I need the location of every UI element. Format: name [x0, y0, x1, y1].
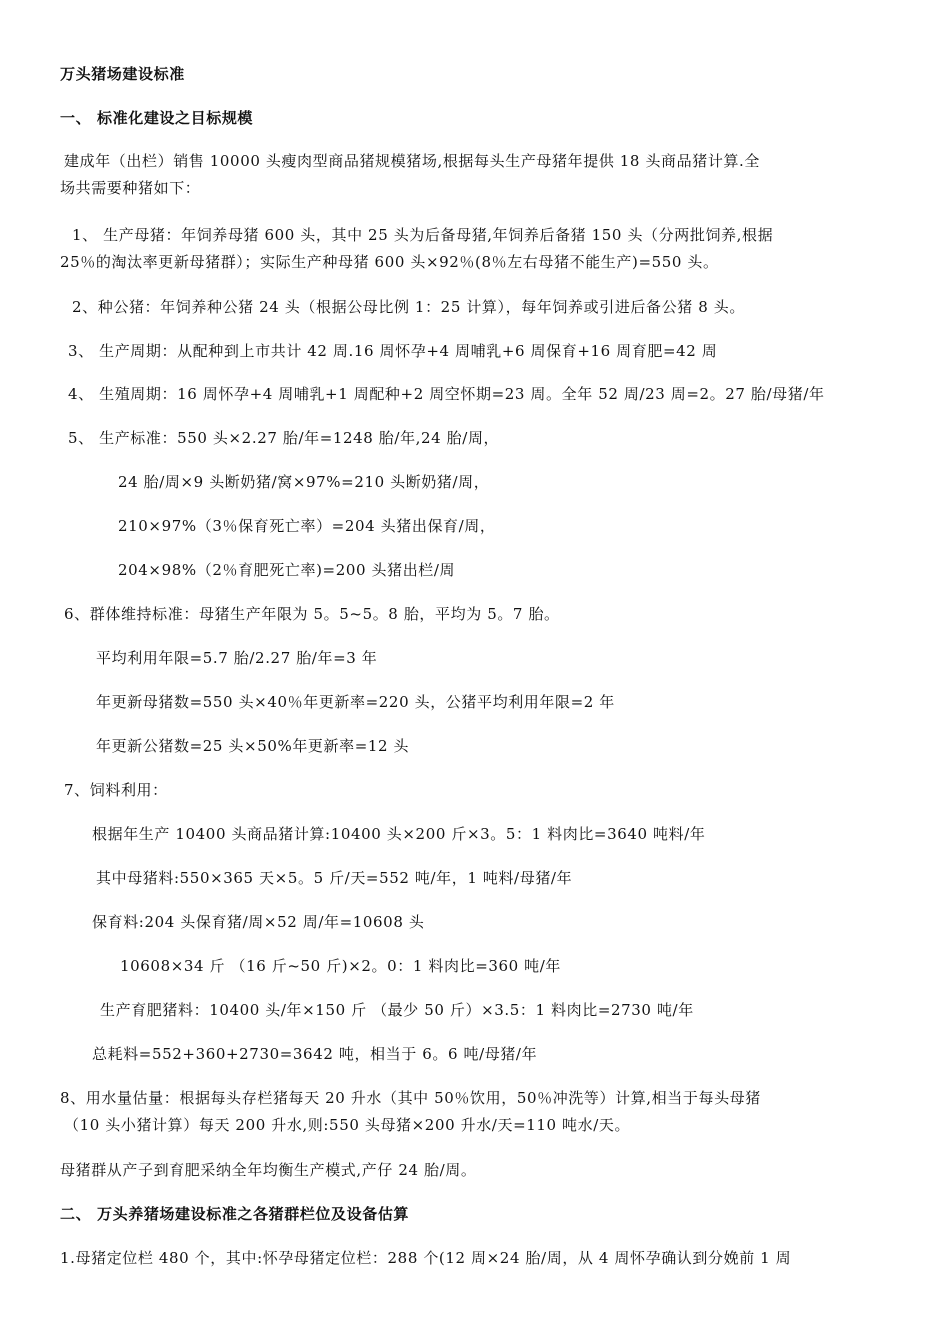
item8-line1: 8、用水量估量：根据每头存栏猪每天 20 升水（其中 50％饮用，50％冲洗等）计算,相当于每头母猪 — [60, 1089, 761, 1107]
item7-sub-d: 10608×34 斤 （16 斤~50 斤)×2。0：1 料肉比=360 吨/年 — [120, 957, 562, 975]
item4: 4、 生殖周期：16 周怀孕+4 周哺乳+1 周配种+2 周空怀期=23 周。全年 52 周/23 周=2。27 胎/母猪/年 — [68, 385, 825, 403]
item7: 7、饲料利用： — [64, 781, 168, 799]
item1-line1: 1、 生产母猪：年饲养母猪 600 头，其中 25 头为后备母猪,年饲养后备猪 150 头（分两批饲养,根据 — [72, 226, 774, 244]
item7-sub-a: 根据年生产 10400 头商品猪计算:10400 头×200 斤×3。5：1 料肉比=3640 吨料/年 — [92, 825, 706, 843]
section1-heading: 一、 标准化建设之目标规模 — [60, 109, 254, 127]
item6-sub-c: 年更新公猪数=25 头×50%年更新率=12 头 — [96, 737, 410, 755]
item3: 3、 生产周期：从配种到上市共计 42 周.16 周怀孕+4 周哺乳+6 周保育+16 周育肥=42 周 — [68, 342, 718, 360]
item5: 5、 生产标准：550 头×2.27 胎/年=1248 胎/年,24 胎/周， — [68, 429, 500, 447]
item6: 6、群体维持标准：母猪生产年限为 5。5~5。8 胎，平均为 5。7 胎。 — [64, 605, 560, 623]
intro-paragraph-line2: 场共需要种猪如下： — [60, 179, 201, 197]
item2: 2、种公猪：年饲养种公猪 24 头（根据公母比例 1：25 计算），每年饲养或引进后备公猪 8 头。 — [72, 298, 745, 316]
intro-paragraph-line1: 建成年（出栏）销售 10000 头瘦肉型商品猪规模猪场,根据每头生产母猪年提供 18 头商品猪计算.全 — [64, 152, 761, 170]
item7-sub-f: 总耗料=552+360+2730=3642 吨，相当于 6。6 吨/母猪/年 — [92, 1045, 538, 1063]
item7-sub-b: 其中母猪料:550×365 天×5。5 斤/天=552 吨/年，1 吨料/母猪/年 — [96, 869, 573, 887]
item7-sub-c: 保育料:204 头保育猪/周×52 周/年=10608 头 — [92, 913, 425, 931]
item5-sub-c: 204×98%（2％育肥死亡率)=200 头猪出栏/周 — [118, 561, 456, 579]
summary-line: 母猪群从产子到育肥采纳全年均衡生产模式,产仔 24 胎/周。 — [60, 1161, 477, 1179]
document-title: 万头猪场建设标准 — [60, 65, 185, 83]
item5-sub-a: 24 胎/周×9 头断奶猪/窝×97%=210 头断奶猪/周， — [118, 473, 490, 491]
item8-line2: （10 头小猪计算）每天 200 升水,则:550 头母猪×200 升水/天=110 吨水/天。 — [64, 1116, 631, 1134]
section2-item1: 1.母猪定位栏 480 个，其中:怀孕母猪定位栏：288 个(12 周×24 胎/周，从 4 周怀孕确认到分娩前 1 周 — [60, 1249, 792, 1267]
item7-sub-e: 生产育肥猪料：10400 头/年×150 斤 （最少 50 斤）×3.5：1 料肉比=2730 吨/年 — [100, 1001, 694, 1019]
item1-line2: 25％的淘汰率更新母猪群）；实际生产种母猪 600 头×92％(8％左右母猪不能生产)=550 头。 — [60, 253, 719, 271]
section2-heading: 二、 万头养猪场建设标准之各猪群栏位及设备估算 — [60, 1205, 410, 1223]
item5-sub-b: 210×97%（3％保育死亡率）=204 头猪出保育/周， — [118, 517, 496, 535]
item6-sub-b: 年更新母猪数=550 头×40％年更新率=220 头，公猪平均利用年限=2 年 — [96, 693, 615, 711]
item6-sub-a: 平均利用年限=5.7 胎/2.27 胎/年=3 年 — [96, 649, 378, 667]
